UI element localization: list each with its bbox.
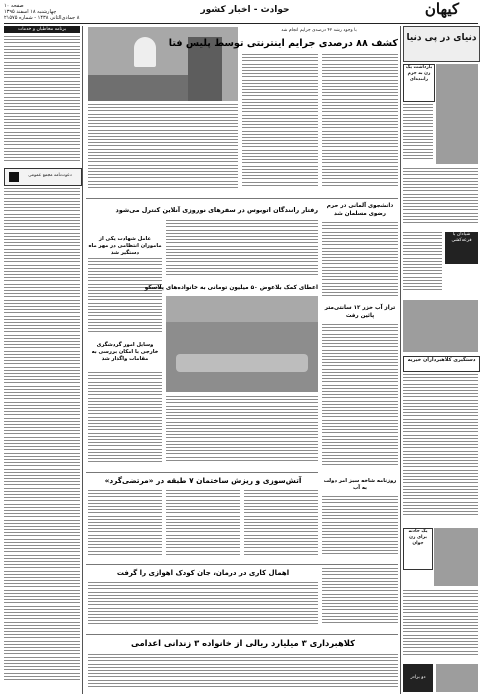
fire-text-c [88, 490, 162, 560]
sidebar-ad-box [4, 168, 82, 186]
fraud-text [88, 654, 398, 692]
students-text [322, 222, 398, 300]
feature-banner [403, 26, 480, 62]
newspaper-logo: کیهان [424, 0, 460, 18]
right-photo-4 [436, 664, 478, 692]
callout-1: بازداشت یک زن به جرم راننده‌ای [403, 64, 435, 102]
airline-text [88, 372, 162, 468]
right-col-lower-text [322, 568, 398, 630]
right-text-1 [403, 104, 433, 164]
headline-fire: آتش‌سوزی و ریزش ساختمان ۷ طبقه در «مرتضی‌گرد» [104, 476, 302, 485]
right-text-4 [403, 374, 478, 524]
page-number: صفحه ۱۰ [4, 3, 24, 9]
right-text-2 [403, 168, 478, 228]
headline-airline: وسایل امور گردشگری خارجی با امکان بررسی به مقامات واگذار شد [91, 342, 159, 362]
headline-bread: روزنامه شاخه سبز امر دولت به آب [323, 478, 397, 491]
meeting-wall [166, 296, 318, 322]
ad-title: دعوت‌نامه مجمع عمومی [28, 173, 72, 178]
main-story-headline: کشف ۸۸ درصدی جرایم اینترنتی توسط پلیس فتا [168, 38, 398, 49]
masthead [0, 0, 482, 24]
feature-title: دنیای در پی دنیا [406, 33, 477, 43]
headline-students: دانشجوی آلمانی در حرم رضوی مسلمان شد [326, 203, 394, 217]
main-story-text-b [242, 54, 318, 194]
main-story-text-a [322, 54, 398, 194]
headline-dowry: اعطای کمک بلاعوض ۵۰ میلیون تومانی به خانواده‌های پلاسکو [144, 285, 318, 291]
ad-logo-icon [9, 172, 19, 182]
headline-wages: عامل شهادت یکی از ماموران انتظامی در مهر ماه دستگیر شد [88, 236, 162, 256]
photo-desk [88, 75, 188, 101]
fire-text-a [244, 490, 318, 560]
hijri-date-line: ۸ جمادی‌الثانی ۱۴۳۸ - شماره ۲۱۵۷۵ [4, 15, 80, 21]
date-line: چهارشنبه ۱۸ اسفند ۱۳۹۵ [4, 9, 57, 15]
headline-neglect: اهمال کاری در درمان، جان کودک اهوازی را گرفت [116, 569, 290, 577]
meeting-table [176, 354, 308, 372]
headline-traffic: رفتار رانندگان اتوبوس در سفرهای نوروزی آنلاین کنترل می‌شود [115, 206, 318, 214]
main-story-text-c [88, 104, 238, 194]
callout-5: دو برادر [403, 664, 433, 692]
traffic-text [166, 220, 318, 280]
photo-figure-1 [134, 37, 156, 67]
callout-2: شیادان با قرعه‌کشی [445, 232, 478, 264]
dowry-text [166, 396, 318, 468]
callout-3: دستگیری کلاهبرداران خیریه [403, 356, 480, 372]
right-text-5 [403, 590, 478, 660]
sidebar-text-1 [4, 36, 80, 166]
rain-text [322, 324, 398, 474]
fire-text-b [166, 490, 240, 560]
section-title: حوادث - اخبار کشور [200, 5, 290, 15]
bread-text [322, 496, 398, 560]
sidebar-box-title: برنامه مخاطبان و خدمات [4, 26, 80, 33]
left-sidebar [4, 26, 80, 694]
right-text-3 [403, 232, 442, 296]
wages-text [88, 258, 162, 338]
right-photo-3 [434, 528, 478, 586]
right-photo-2 [403, 300, 478, 352]
headline-fraud: کلاهبرداری ۳ میلیارد ریالی از خانواده ۳ زندانی اعدامی [131, 638, 355, 648]
main-story-kicker: با وجود رشد ۴۲ درصدی جرایم انجام شد [281, 28, 357, 33]
meeting-photo [166, 296, 318, 392]
right-column [403, 26, 478, 694]
callout-4: یک حادثه برای زن جوان [403, 528, 433, 570]
headline-rain: تراز آب خزر ۱۲ سانتی‌متر پائین رفت [324, 305, 396, 319]
feature-photo [436, 64, 478, 164]
sidebar-text-2 [4, 188, 80, 694]
neglect-text [88, 582, 318, 630]
